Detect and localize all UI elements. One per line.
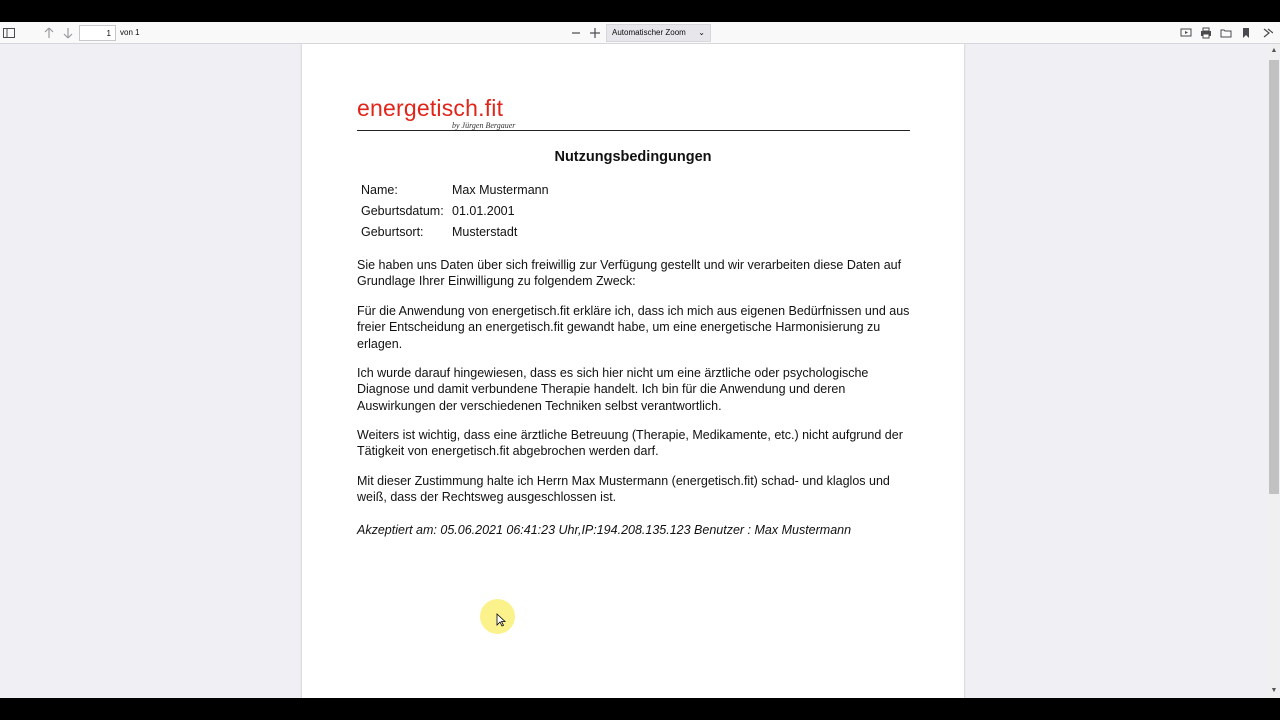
zoom-select-value: Automatischer Zoom <box>612 28 686 37</box>
info-row-birthdate <box>361 204 515 218</box>
info-value: Max Mustermann <box>452 183 549 197</box>
page-count-label: von 1 <box>120 28 140 37</box>
zoom-in-icon[interactable] <box>586 24 604 42</box>
vertical-scrollbar[interactable] <box>1268 44 1280 698</box>
acceptance-line: Akzeptiert am: 05.06.2021 06:41:23 Uhr,IP:194.208.135.123 Benutzer : Max Mustermann <box>357 523 852 537</box>
pdf-viewer-window <box>0 22 1280 698</box>
pdf-page <box>302 44 964 698</box>
presentation-icon[interactable] <box>1177 24 1195 42</box>
sidebar-toggle-icon[interactable] <box>0 24 18 42</box>
info-label: Geburtsort: <box>361 225 424 239</box>
bookmark-icon[interactable] <box>1237 24 1255 42</box>
pdf-toolbar <box>0 22 1280 44</box>
info-row-name <box>361 183 549 197</box>
arrow-down-icon[interactable] <box>59 24 77 42</box>
info-value: Musterstadt <box>452 225 518 239</box>
arrow-up-icon[interactable] <box>40 24 58 42</box>
document-title: Nutzungsbedingungen <box>554 149 712 165</box>
more-tools-icon[interactable] <box>1258 24 1276 42</box>
brand-logo-subtitle: by Jürgen Bergauer <box>452 121 516 130</box>
chevron-down-icon: ⌄ <box>698 28 705 37</box>
paragraph: Weiters ist wichtig, dass eine ärztliche Betreuung (Therapie, Medikamente, etc.) nicht aufgrund der Tätigkeit von energetisch.fit abgebrochen werden darf. <box>357 428 903 459</box>
paragraph: Mit dieser Zustimmung halte ich Herrn Max Mustermann (energetisch.fit) schad- und klaglos und weiß, dass der Rechtsweg ausgeschlossen ist. <box>357 474 890 505</box>
mouse-cursor-icon <box>496 613 506 627</box>
paragraph: Für die Anwendung von energetisch.fit erkläre ich, dass ich mich aus eigenen Bedürfnissen und aus freier Entscheidung an energetisch.fit gewandt habe, um eine energetische Harmonisierung zu erlagen. <box>357 304 910 351</box>
print-icon[interactable] <box>1197 24 1215 42</box>
zoom-select[interactable] <box>606 24 711 42</box>
info-label: Name: <box>361 183 398 197</box>
brand-logo: energetisch.fit <box>357 95 504 121</box>
paragraph: Ich wurde darauf hingewiesen, dass es sich hier nicht um eine ärztliche oder psychologische Diagnose und damit verbundene Therapie handelt. Ich bin für die Anwendung und deren Auswirkungen der verschiedenen Techniken selbst verantwortlich. <box>357 366 869 413</box>
info-row-birthplace <box>361 225 517 239</box>
info-label: Geburtsdatum: <box>361 204 444 218</box>
paragraph: Sie haben uns Daten über sich freiwillig zur Verfügung gestellt und wir verarbeiten diese Daten auf Grundlage Ihrer Einwilligung zu folgendem Zweck: <box>357 258 902 289</box>
header-divider <box>357 130 910 131</box>
scroll-up-icon[interactable]: ▲ <box>1270 47 1278 54</box>
page-number-input[interactable] <box>79 25 116 41</box>
document-viewer[interactable] <box>0 44 1268 698</box>
info-value: 01.01.2001 <box>452 204 515 218</box>
scroll-down-icon[interactable]: ▼ <box>1270 687 1278 694</box>
scrollbar-thumb[interactable] <box>1269 60 1279 494</box>
zoom-out-icon[interactable] <box>567 24 585 42</box>
open-file-icon[interactable] <box>1217 24 1235 42</box>
